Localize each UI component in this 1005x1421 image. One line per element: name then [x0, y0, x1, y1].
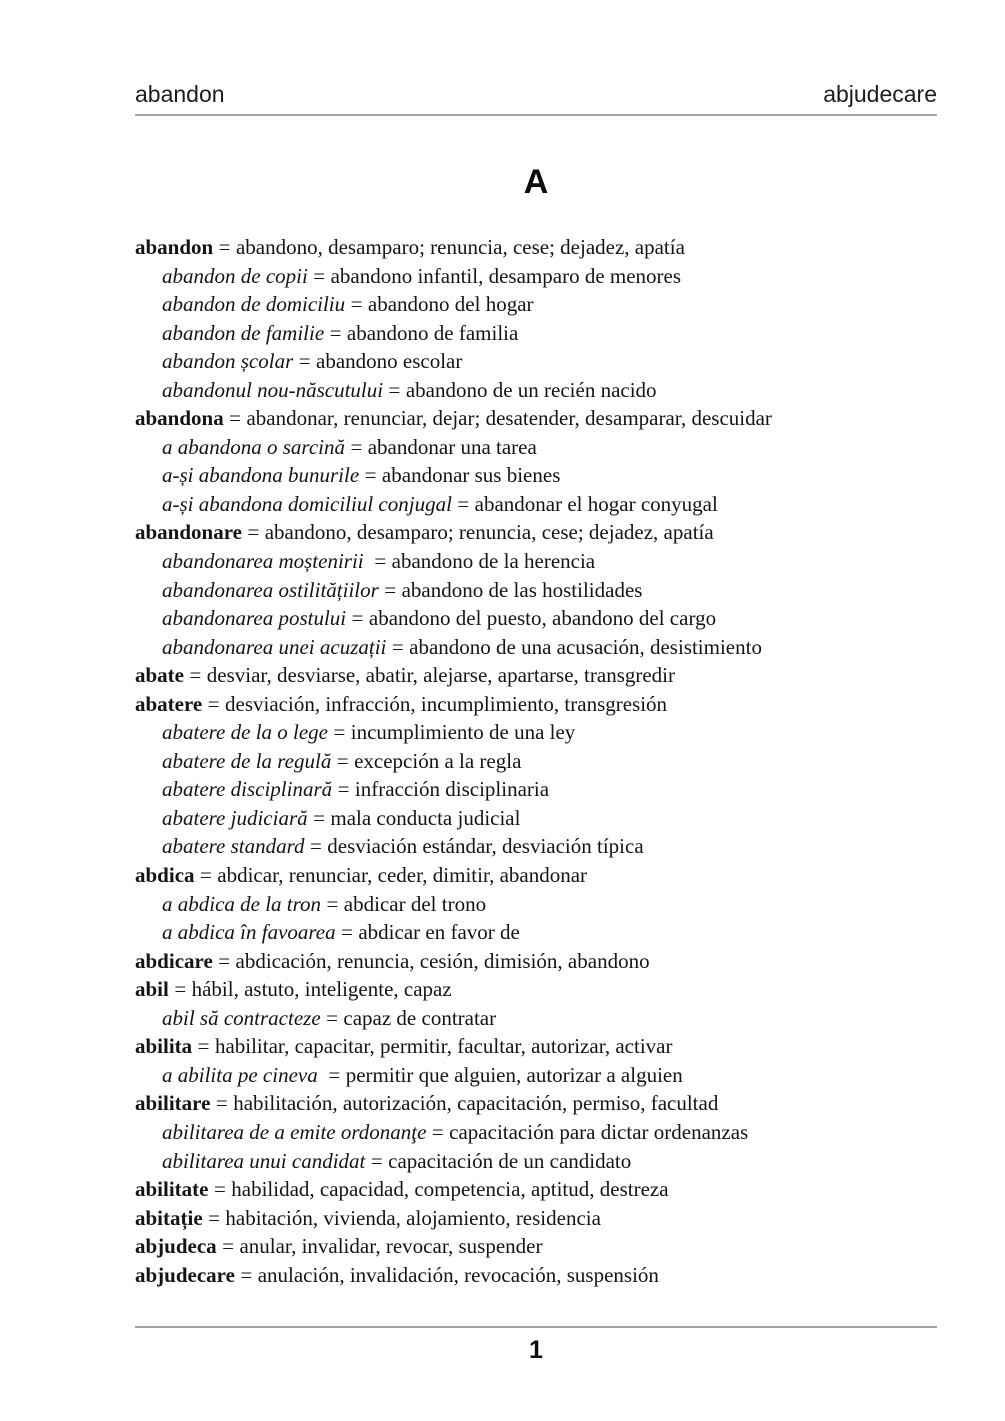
entry-headword-line	[135, 861, 950, 890]
subentry-phrase: abilitarea unui candidat	[162, 1148, 366, 1173]
dictionary-entry	[135, 1032, 950, 1089]
entry-headword-line	[135, 1232, 950, 1261]
dictionary-entry	[135, 947, 950, 976]
equals-separator: =	[457, 491, 470, 516]
entry-definition: abdicación, renuncia, cesión, dimisión, abandono	[235, 948, 650, 973]
equals-separator: =	[197, 1034, 210, 1059]
subentry-phrase: abatere standard	[162, 834, 305, 859]
subentry-line	[135, 290, 950, 319]
subentry-definition: incumplimiento de una ley	[350, 720, 576, 745]
equals-separator: =	[313, 263, 326, 288]
subentry-definition: abandono de una acusación, desistimiento	[409, 634, 762, 659]
equals-separator: =	[370, 1148, 383, 1173]
section-letter: A	[523, 163, 549, 201]
subentry-phrase: abandon școlar	[162, 349, 294, 374]
equals-separator: =	[351, 606, 364, 631]
entries-list	[135, 233, 950, 1289]
equals-separator: =	[174, 977, 187, 1002]
equals-separator: =	[222, 1234, 234, 1259]
subentry-phrase: abandonarea ostilitățiilor	[162, 577, 379, 602]
equals-separator: =	[341, 920, 353, 945]
equals-separator: =	[240, 1262, 253, 1287]
subentry-definition: mala conducta judicial	[330, 805, 521, 830]
entry-headword: abdicare	[135, 948, 213, 973]
subentry-definition: abandono del hogar	[367, 292, 534, 317]
entry-headword-line	[135, 947, 950, 976]
subentry-definition: desviación estándar, desviación típica	[327, 834, 644, 859]
equals-separator: =	[326, 1005, 338, 1030]
subentry-line	[135, 319, 950, 348]
equals-separator: =	[199, 863, 212, 888]
subentry-definition: abandonar sus bienes	[381, 463, 561, 488]
equals-separator: =	[326, 891, 339, 916]
dictionary-entry	[135, 518, 950, 661]
equals-separator: =	[388, 377, 401, 402]
subentry-definition: abdicar en favor de	[358, 920, 520, 945]
dictionary-entry	[135, 404, 950, 518]
subentry-definition: abandono escolar	[316, 349, 463, 374]
entry-headword: abandonare	[135, 520, 242, 545]
entry-headword-line	[135, 233, 950, 262]
subentry-line	[135, 775, 950, 804]
subentry-line	[135, 461, 950, 490]
subentry-phrase: abandon de copii	[162, 263, 308, 288]
entry-headword-line	[135, 975, 950, 1004]
subentry-definition: abandono de un recién nacido	[405, 377, 657, 402]
equals-separator: =	[384, 577, 397, 602]
dictionary-entry	[135, 690, 950, 861]
entry-headword: abandon	[135, 235, 214, 259]
entry-headword-line	[135, 1032, 950, 1061]
entry-headword-line	[135, 661, 950, 690]
subentry-phrase: a-și abandona domiciliul conjugal	[162, 491, 452, 516]
equals-separator: =	[218, 948, 231, 973]
subentry-line	[135, 1147, 950, 1176]
subentry-definition: capacitación para dictar ordenanzas	[449, 1119, 749, 1144]
subentry-line	[135, 433, 950, 462]
equals-separator: =	[336, 748, 349, 773]
entry-definition: habilitación, autorización, capacitación, permiso, facultad	[233, 1091, 719, 1116]
equals-separator: =	[247, 520, 260, 545]
entry-headword: abdica	[135, 863, 195, 888]
entry-headword: abitație	[135, 1205, 203, 1230]
subentry-line	[135, 347, 950, 376]
entry-definition: abandono, desamparo; renuncia, cese; dejadez, apatía	[235, 235, 685, 259]
equals-separator: =	[328, 1062, 341, 1087]
subentry-phrase: a abandona o sarcină	[162, 434, 345, 459]
subentry-line	[135, 747, 950, 776]
subentry-line	[135, 804, 950, 833]
subentry-phrase: abandonarea unei acuzații	[162, 634, 387, 659]
entry-definition: abandono, desamparo; renuncia, cese; dejadez, apatía	[264, 520, 714, 545]
entry-definition: anulación, invalidación, revocación, suspensión	[257, 1262, 659, 1287]
header-right-word: abjudecare	[823, 81, 937, 107]
subentry-phrase: abilitarea de a emite ordonanţe	[162, 1119, 427, 1144]
equals-separator: =	[337, 777, 350, 802]
subentry-phrase: abatere de la o lege	[162, 720, 329, 745]
entry-definition: desviación, infracción, incumplimiento, transgresión	[225, 691, 668, 716]
entry-headword: abandona	[135, 406, 224, 431]
entry-headword-line	[135, 1089, 950, 1118]
dictionary-entry	[135, 975, 950, 1032]
subentry-phrase: abandonul nou-născutului	[162, 377, 384, 402]
page-footer	[135, 1326, 937, 1365]
subentry-line	[135, 1004, 950, 1033]
subentry-definition: abandono infantil, desamparo de menores	[330, 263, 682, 288]
entry-headword-line	[135, 1175, 950, 1204]
equals-separator: =	[208, 1205, 220, 1230]
subentry-line	[135, 490, 950, 519]
entry-headword-line	[135, 1204, 950, 1233]
subentry-phrase: abatere de la regulă	[162, 748, 332, 773]
entry-definition: hábil, astuto, inteligente, capaz	[191, 977, 452, 1002]
page-number: 1	[529, 1336, 543, 1364]
subentry-phrase: abandon de domiciliu	[162, 292, 346, 317]
subentry-line	[135, 1061, 950, 1090]
equals-separator: =	[350, 292, 363, 317]
dictionary-entry	[135, 861, 950, 947]
dictionary-entry	[135, 1204, 950, 1233]
equals-separator: =	[309, 834, 322, 859]
entry-headword-line	[135, 404, 950, 433]
entry-definition: habilitar, capacitar, permitir, facultar, autorizar, activar	[214, 1034, 673, 1059]
entry-definition: habitación, vivienda, alojamiento, residencia	[225, 1205, 601, 1230]
equals-separator: =	[313, 805, 325, 830]
subentry-phrase: a abilita pe cineva	[162, 1062, 323, 1087]
entry-headword-line	[135, 690, 950, 719]
subentry-phrase: abandonarea postului	[162, 606, 347, 631]
subentry-line	[135, 576, 950, 605]
equals-separator: =	[215, 1091, 228, 1116]
subentry-line	[135, 633, 950, 662]
subentry-phrase: abatere disciplinară	[162, 777, 333, 802]
dictionary-entry	[135, 1232, 950, 1261]
equals-separator: =	[364, 463, 377, 488]
dictionary-entry	[135, 233, 950, 404]
subentry-line	[135, 918, 950, 947]
entry-headword: abil	[135, 977, 169, 1002]
subentry-definition: excepción a la regla	[354, 748, 522, 773]
equals-separator: =	[431, 1119, 444, 1144]
subentry-line	[135, 890, 950, 919]
entry-headword: abilitate	[135, 1177, 209, 1202]
subentry-phrase: abatere judiciară	[162, 805, 308, 830]
subentry-line	[135, 547, 950, 576]
subentry-definition: infracción disciplinaria	[354, 777, 550, 802]
equals-separator: =	[350, 434, 363, 459]
subentry-definition: capacitación de un candidato	[388, 1148, 632, 1173]
subentry-line	[135, 262, 950, 291]
entry-headword: abilitare	[135, 1091, 211, 1116]
equals-separator: =	[298, 349, 311, 374]
equals-separator: =	[374, 549, 387, 574]
subentry-line	[135, 718, 950, 747]
subentry-line	[135, 376, 950, 405]
entry-definition: abdicar, renunciar, ceder, dimitir, abandonar	[217, 863, 588, 888]
equals-separator: =	[189, 663, 202, 688]
subentry-definition: abandono de familia	[346, 320, 519, 345]
dictionary-entry	[135, 1089, 950, 1175]
equals-separator: =	[329, 320, 342, 345]
entry-headword-line	[135, 518, 950, 547]
dictionary-entry	[135, 1175, 950, 1204]
subentry-definition: abandono de la herencia	[391, 549, 596, 574]
entry-headword: abate	[135, 663, 184, 688]
entry-headword: abilita	[135, 1034, 193, 1059]
subentry-line	[135, 604, 950, 633]
subentry-phrase: abandonarea moștenirii	[162, 549, 369, 574]
subentry-phrase: abil să contracteze	[162, 1005, 321, 1030]
entry-definition: habilidad, capacidad, competencia, aptitud, destreza	[231, 1177, 669, 1202]
equals-separator: =	[207, 691, 220, 716]
entry-headword: abjudeca	[135, 1234, 217, 1259]
subentry-definition: abdicar del trono	[343, 891, 487, 916]
subentry-definition: capaz de contratar	[343, 1005, 497, 1030]
equals-separator: =	[218, 235, 231, 259]
header-left-word: abandon	[135, 81, 225, 107]
entry-definition: abandonar, renunciar, dejar; desatender, desamparar, descuidar	[246, 406, 772, 431]
running-header	[135, 82, 937, 116]
entry-definition: anular, invalidar, revocar, suspender	[239, 1234, 543, 1259]
entry-headword: abjudecare	[135, 1262, 235, 1287]
entry-headword: abatere	[135, 691, 203, 716]
subentry-definition: abandonar el hogar conyugal	[474, 491, 718, 516]
equals-separator: =	[333, 720, 346, 745]
subentry-phrase: a abdica de la tron	[162, 891, 322, 916]
equals-separator: =	[213, 1177, 226, 1202]
subentry-line	[135, 1118, 950, 1147]
equals-separator: =	[229, 406, 242, 431]
dictionary-entry	[135, 1261, 950, 1290]
entry-headword-line	[135, 1261, 950, 1290]
subentry-definition: abandono de las hostilidades	[401, 577, 643, 602]
dictionary-entry	[135, 661, 950, 690]
equals-separator: =	[391, 634, 404, 659]
subentry-line	[135, 832, 950, 861]
subentry-definition: abandonar una tarea	[367, 434, 537, 459]
subentry-phrase: a abdica în favoarea	[162, 920, 336, 945]
subentry-phrase: abandon de familie	[162, 320, 325, 345]
subentry-phrase: a-și abandona bunurile	[162, 463, 360, 488]
subentry-definition: abandono del puesto, abandono del cargo	[368, 606, 717, 631]
entry-definition: desviar, desviarse, abatir, alejarse, apartarse, transgredir	[206, 663, 676, 688]
subentry-definition: permitir que alguien, autorizar a alguien	[345, 1062, 683, 1087]
